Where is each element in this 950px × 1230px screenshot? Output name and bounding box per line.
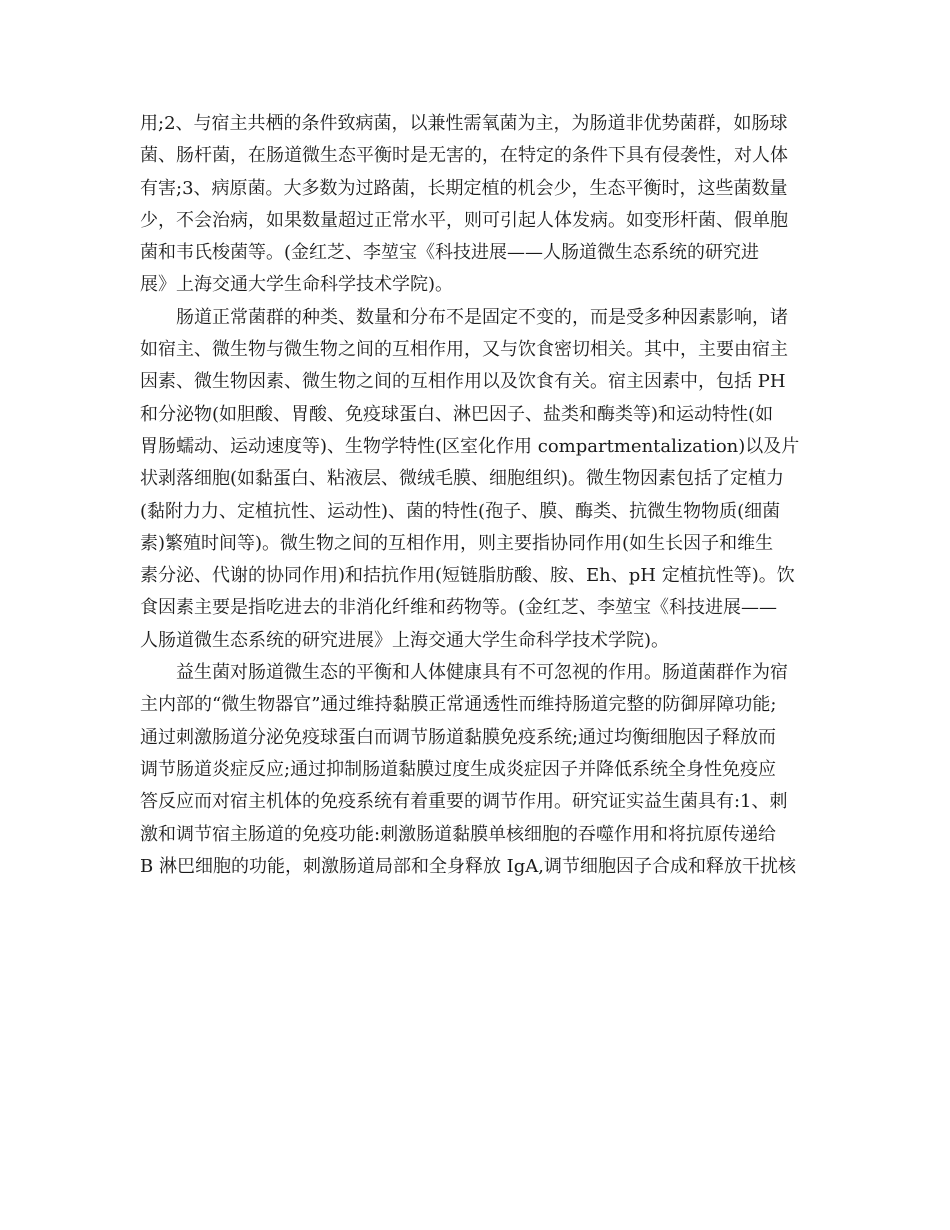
text-line: 少，不会治病，如果数量超过正常水平，则可引起人体发病。如变形杆菌、假单胞 (140, 209, 788, 231)
text-line: 素)繁殖时间等)。微生物之间的互相作用，则主要指协同作用(如生长因子和维生 (140, 532, 774, 554)
text-line: 和分泌物(如胆酸、胃酸、免疫球蛋白、淋巴因子、盐类和酶类等)和运动特性(如 (140, 403, 774, 425)
text-line: 菌和韦氏梭菌等。(金红芝、李堃宝《科技进展——人肠道微生态系统的研究进 (140, 242, 760, 264)
text-line: 展》上海交通大学生命科学技术学院)。 (140, 274, 454, 296)
text-line: 用;2、与宿主共栖的条件致病菌，以兼性需氧菌为主，为肠道非优势菌群，如肠球 (140, 113, 788, 134)
text-line: 肠道正常菌群的种类、数量和分布不是固定不变的，而是受多种因素影响，诸 (140, 306, 788, 328)
text-line: 菌、肠杆菌，在肠道微生态平衡时是无害的，在特定的条件下具有侵袭性，对人体 (140, 145, 788, 167)
paragraph-1 (140, 108, 812, 302)
body-text (140, 108, 812, 883)
text-line: 胃肠蠕动、运动速度等)、生物学特性(区室化作用 compartmentalization)以及片 (140, 435, 800, 457)
text-line: 素分泌、代谢的协同作用)和拮抗作用(短链脂肪酸、胺、Eh、pH 定植抗性等)。饮 (140, 565, 795, 587)
text-line: 调节肠道炎症反应;通过抑制肠道黏膜过度生成炎症因子并降低系统全身性免疫应 (140, 758, 777, 780)
paragraph-2 (140, 302, 812, 657)
text-line: 人肠道微生态系统的研究进展》上海交通大学生命科学技术学院)。 (140, 629, 670, 651)
text-line: 因素、微生物因素、微生物之间的互相作用以及饮食有关。宿主因素中，包括 PH (140, 371, 786, 393)
text-line: 如宿主、微生物与微生物之间的互相作用，又与饮食密切相关。其中，主要由宿主 (140, 339, 788, 361)
text-line: 食因素主要是指吃进去的非消化纤维和药物等。(金红芝、李堃宝《科技进展—— (140, 597, 778, 619)
text-line: 通过刺激肠道分泌免疫球蛋白而调节肠道黏膜免疫系统;通过均衡细胞因子释放而 (140, 726, 777, 748)
text-line: 主内部的“微生物器官”通过维持黏膜正常通透性而维持肠道完整的防御屏障功能; (140, 694, 777, 716)
text-line: 益生菌对肠道微生态的平衡和人体健康具有不可忽视的作用。肠道菌群作为宿 (140, 662, 788, 684)
text-line: 有害;3、病原菌。大多数为过路菌，长期定植的机会少，生态平衡时，这些菌数量 (140, 177, 788, 199)
text-line: 状剥落细胞(如黏蛋白、粘液层、微绒毛膜、细胞组织)。微生物因素包括了定植力 (140, 468, 785, 490)
text-line: 激和调节宿主肠道的免疫功能:刺激肠道黏膜单核细胞的吞噬作用和将抗原传递给 (140, 823, 777, 845)
text-line: B 淋巴细胞的功能，刺激肠道局部和全身释放 IgA,调节细胞因子合成和释放干扰核 (140, 855, 797, 877)
text-line: 答反应而对宿主机体的免疫系统有着重要的调节作用。研究证实益生菌具有:1、刺 (140, 791, 788, 813)
text-line: (黏附力力、定植抗性、运动性)、菌的特性(孢子、膜、酶类、抗微生物物质(细菌 (140, 500, 781, 522)
paragraph-3 (140, 657, 812, 883)
